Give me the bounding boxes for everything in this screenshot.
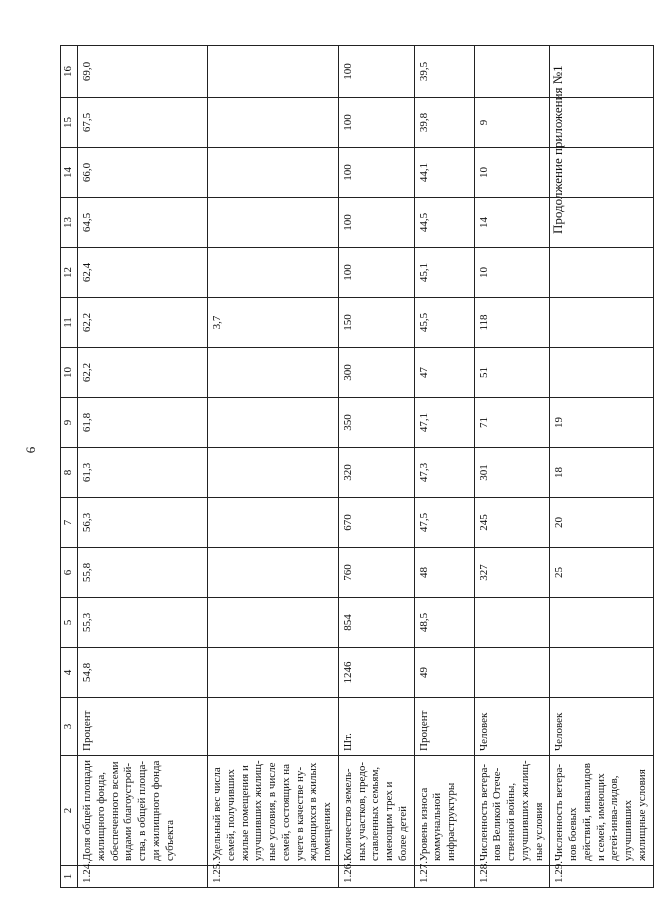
indicator-value: 150 xyxy=(338,298,414,348)
indicator-value: 47,3 xyxy=(414,448,474,498)
indicator-value xyxy=(550,598,653,648)
row-number: 1.29. xyxy=(550,866,653,888)
indicator-value: 61,8 xyxy=(78,398,208,448)
column-number: 13 xyxy=(61,198,78,248)
unit-of-measure: Процент xyxy=(78,698,208,756)
indicator-value: 100 xyxy=(338,198,414,248)
indicator-value xyxy=(550,248,653,298)
row-number: 1.28. xyxy=(474,866,550,888)
indicator-value: 39,5 xyxy=(414,46,474,98)
column-number: 8 xyxy=(61,448,78,498)
unit-of-measure xyxy=(208,698,339,756)
indicator-value xyxy=(550,46,653,98)
indicator-value: 118 xyxy=(474,298,550,348)
indicator-value: 670 xyxy=(338,498,414,548)
column-number: 4 xyxy=(61,648,78,698)
indicator-value xyxy=(208,248,339,298)
indicator-value xyxy=(208,98,339,148)
indicator-value: 301 xyxy=(474,448,550,498)
column-number: 14 xyxy=(61,148,78,198)
indicator-value: 62,2 xyxy=(78,298,208,348)
indicator-value: 10 xyxy=(474,148,550,198)
indicator-value: 100 xyxy=(338,46,414,98)
indicator-value: 62,4 xyxy=(78,248,208,298)
indicator-value xyxy=(474,648,550,698)
indicator-value: 71 xyxy=(474,398,550,448)
column-number: 9 xyxy=(61,398,78,448)
indicator-value: 320 xyxy=(338,448,414,498)
column-number-row xyxy=(61,46,78,888)
indicator-value: 20 xyxy=(550,498,653,548)
indicator-value: 100 xyxy=(338,248,414,298)
column-number: 10 xyxy=(61,348,78,398)
indicator-value xyxy=(208,448,339,498)
indicator-value: 9 xyxy=(474,98,550,148)
indicator-value: 3,7 xyxy=(208,298,339,348)
unit-of-measure: Человек xyxy=(550,698,653,756)
indicator-value: 44,1 xyxy=(414,148,474,198)
indicator-value: 25 xyxy=(550,548,653,598)
indicator-value: 67,5 xyxy=(78,98,208,148)
indicator-value xyxy=(208,198,339,248)
indicator-value: 854 xyxy=(338,598,414,648)
indicator-value: 100 xyxy=(338,98,414,148)
indicator-value xyxy=(550,98,653,148)
indicator-value: 47 xyxy=(414,348,474,398)
indicator-value xyxy=(550,348,653,398)
indicator-value xyxy=(550,298,653,348)
indicator-value: 350 xyxy=(338,398,414,448)
indicator-value xyxy=(474,598,550,648)
indicator-value xyxy=(208,548,339,598)
indicator-name: Численность ветера-нов боевых действий, инвалидов и семей, имеющих детей-инва-лидов, улучшивших жилищные условия xyxy=(550,756,653,866)
indicator-value: 1246 xyxy=(338,648,414,698)
row-number: 1.26. xyxy=(338,866,414,888)
indicator-value xyxy=(208,648,339,698)
indicator-value xyxy=(208,498,339,548)
indicator-name: Численность ветера-нов Великой Отече-ственной войны, улучшивших жилищ-ные условия xyxy=(474,756,550,866)
table-row xyxy=(208,46,339,888)
page-number: 6 xyxy=(23,446,38,454)
indicator-value: 69,0 xyxy=(78,46,208,98)
column-number: 11 xyxy=(61,298,78,348)
indicator-value: 56,3 xyxy=(78,498,208,548)
indicator-value: 51 xyxy=(474,348,550,398)
row-number: 1.27. xyxy=(414,866,474,888)
indicator-value: 245 xyxy=(474,498,550,548)
table-row xyxy=(550,46,653,888)
indicator-value: 760 xyxy=(338,548,414,598)
indicator-name: Доля общей площади жилищного фонда, обеспеченного всеми видами благоустрой-ства, в общей площа-ди жилищного фонда субъекта xyxy=(78,756,208,866)
row-number: 1.24. xyxy=(78,866,208,888)
indicator-value: 45,1 xyxy=(414,248,474,298)
column-number: 12 xyxy=(61,248,78,298)
indicator-value: 39,8 xyxy=(414,98,474,148)
row-number: 1.25. xyxy=(208,866,339,888)
indicator-value: 48 xyxy=(414,548,474,598)
indicator-name: Уровень износа коммунальной инфраструктуры xyxy=(414,756,474,866)
table-row xyxy=(474,46,550,888)
indicator-value: 10 xyxy=(474,248,550,298)
indicator-table-container xyxy=(60,46,648,888)
indicator-value: 48,5 xyxy=(414,598,474,648)
indicator-value: 44,5 xyxy=(414,198,474,248)
column-number: 5 xyxy=(61,598,78,648)
indicator-name: Удельный вес числа семей, получивших жилые помещения и улучшивших жилищ-ные условия, в числе семей, состоящих на учете в качестве ну-ждающихся в жилых помещениях xyxy=(208,756,339,866)
indicator-value: 47,5 xyxy=(414,498,474,548)
table-row xyxy=(338,46,414,888)
unit-of-measure: Человек xyxy=(474,698,550,756)
indicator-value: 327 xyxy=(474,548,550,598)
indicator-value: 61,3 xyxy=(78,448,208,498)
indicator-value xyxy=(550,648,653,698)
indicator-value: 54,8 xyxy=(78,648,208,698)
indicator-value xyxy=(208,348,339,398)
indicator-value: 62,2 xyxy=(78,348,208,398)
column-number: 2 xyxy=(61,756,78,866)
indicator-value: 49 xyxy=(414,648,474,698)
indicator-value: 18 xyxy=(550,448,653,498)
indicator-value: 55,8 xyxy=(78,548,208,598)
indicator-value xyxy=(208,598,339,648)
unit-of-measure: Шт. xyxy=(338,698,414,756)
table-row xyxy=(414,46,474,888)
indicator-value: 47,1 xyxy=(414,398,474,448)
indicator-value: 19 xyxy=(550,398,653,448)
indicator-value: 14 xyxy=(474,198,550,248)
column-number: 3 xyxy=(61,698,78,756)
indicator-value xyxy=(550,148,653,198)
appendix-continuation-note: Продолжение приложения №1 xyxy=(550,65,565,234)
indicator-name: Количество земель-ных участков, предо-ставленных семьям, имеющим трех и более детей xyxy=(338,756,414,866)
indicator-table xyxy=(60,45,654,888)
column-number: 7 xyxy=(61,498,78,548)
unit-of-measure: Процент xyxy=(414,698,474,756)
indicator-value: 100 xyxy=(338,148,414,198)
column-number: 6 xyxy=(61,548,78,598)
indicator-value xyxy=(208,46,339,98)
indicator-value xyxy=(474,46,550,98)
indicator-value xyxy=(550,198,653,248)
indicator-value: 300 xyxy=(338,348,414,398)
indicator-value: 55,3 xyxy=(78,598,208,648)
column-number: 15 xyxy=(61,98,78,148)
indicator-value: 66,0 xyxy=(78,148,208,198)
column-number: 1 xyxy=(61,866,78,888)
table-row xyxy=(78,46,208,888)
indicator-value: 64,5 xyxy=(78,198,208,248)
indicator-value xyxy=(208,398,339,448)
indicator-value: 45,5 xyxy=(414,298,474,348)
indicator-value xyxy=(208,148,339,198)
column-number: 16 xyxy=(61,46,78,98)
